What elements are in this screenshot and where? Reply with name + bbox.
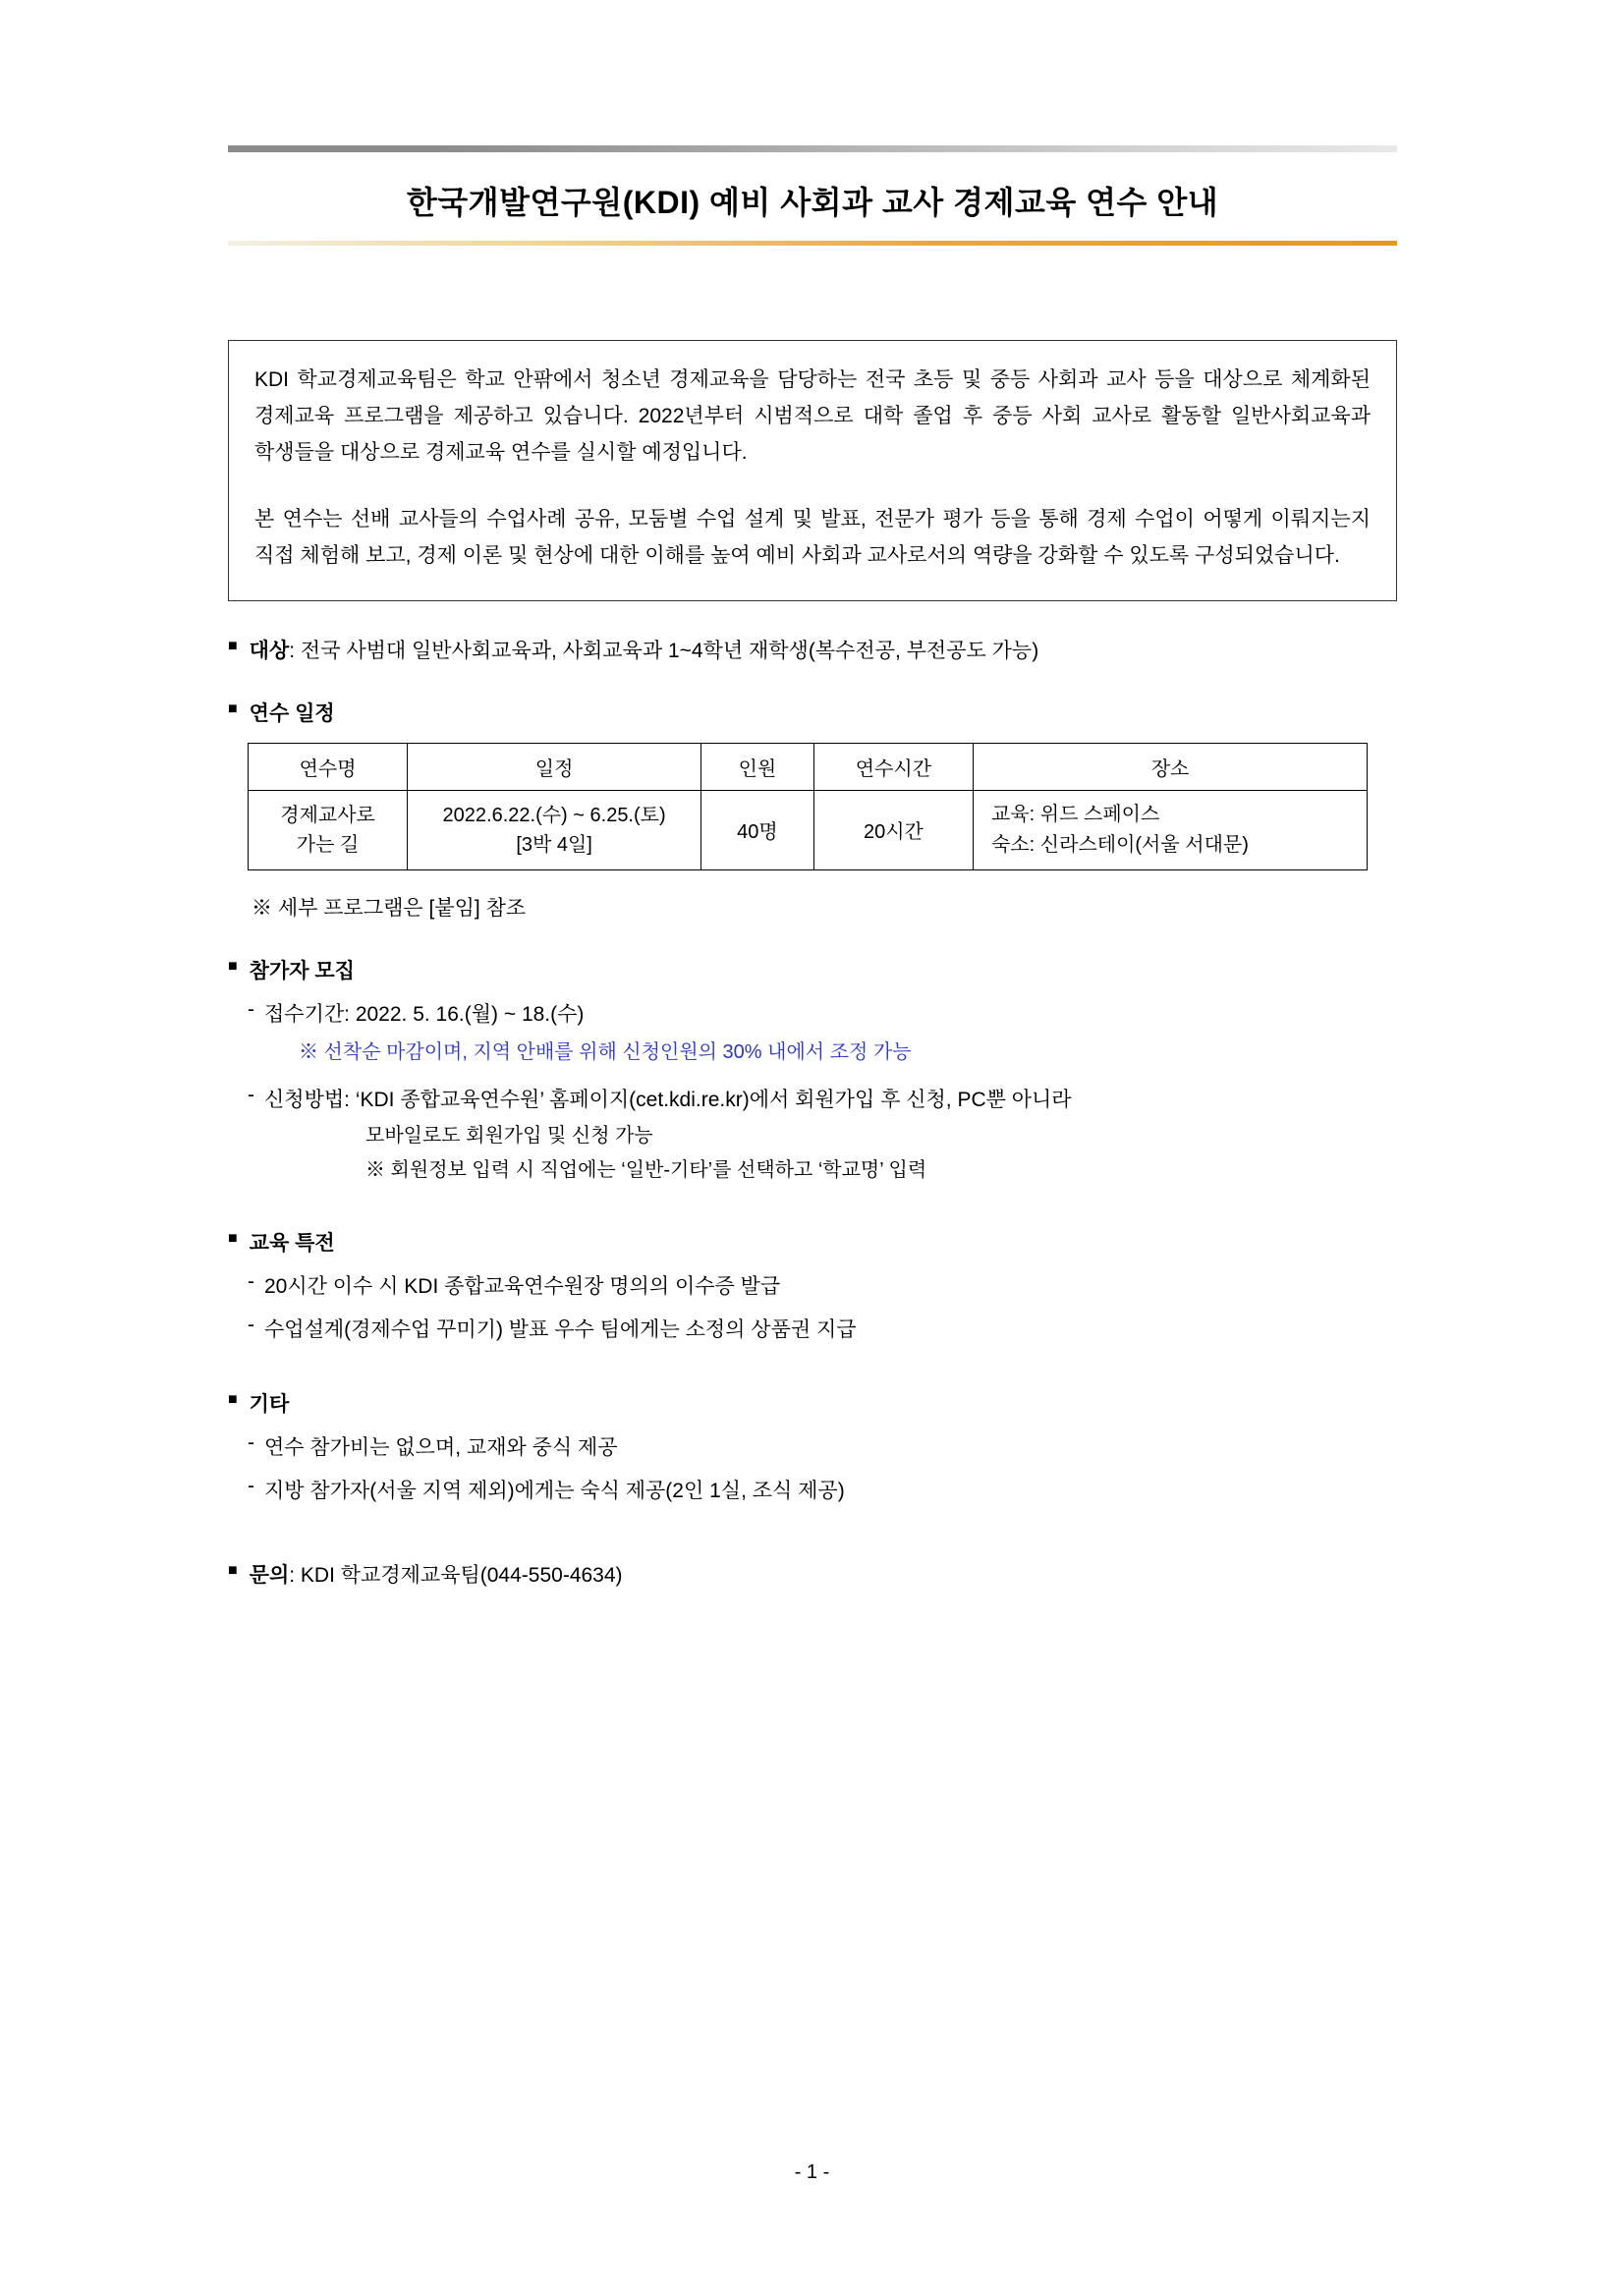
- dash-icon: -: [248, 1474, 254, 1497]
- table-header-row: [249, 743, 1368, 790]
- recruit-period-note: ※ 선착순 마감이며, 지역 안배를 위해 신청인원의 30% 내에서 조정 가능: [299, 1040, 912, 1063]
- schedule-note: ※ 세부 프로그램은 [붙임] 참조: [252, 896, 527, 920]
- course-date-line1: 2022.6.22.(수) ~ 6.25.(토): [442, 804, 666, 826]
- title-block: [228, 145, 1397, 246]
- bullet-square-icon: ■: [228, 1561, 238, 1579]
- benefits-item-1-text: 20시간 이수 시 KDI 종합교육연수원장 명의의 이수증 발급: [264, 1274, 781, 1298]
- col-header-hours: 연수시간: [813, 743, 973, 790]
- recruit-period-text: 접수기간: 2022. 5. 16.(월) ~ 18.(수): [264, 1002, 585, 1026]
- section-contact: [228, 1559, 1397, 1589]
- etc-item-1: [248, 1431, 1397, 1461]
- section-benefits-label: 교육 특전: [249, 1231, 335, 1255]
- intro-paragraph-2: 본 연수는 선배 교사들의 수업사례 공유, 모둠별 수업 설계 및 발표, 전문가 평가 등을 통해 경제 수업이 어떻게 이뤄지는지 직접 체험해 보고, 경제 이론 및 현상에 대한 이해를 높여 예비 사회과 교사로서의 역량을 강화할 수 있도록 구성되었습니다.: [254, 508, 1371, 567]
- section-target-label: 대상: [249, 639, 290, 662]
- bullet-square-icon: ■: [228, 637, 238, 654]
- title-rule-bottom: [228, 241, 1397, 246]
- section-etc: [228, 1388, 1397, 1418]
- section-schedule: [228, 698, 1397, 727]
- page-number: - 1 -: [794, 2161, 830, 2183]
- course-place-line1: 교육: 위드 스페이스: [991, 803, 1160, 825]
- schedule-table: [248, 743, 1368, 870]
- section-etc-label: 기타: [249, 1392, 290, 1416]
- cell-course-name: [249, 790, 408, 869]
- course-name-line2: 가는 길: [296, 833, 360, 856]
- etc-item-1-text: 연수 참가비는 없으며, 교재와 중식 제공: [264, 1435, 618, 1459]
- intro-box: [228, 340, 1397, 601]
- dash-icon: -: [248, 1313, 254, 1336]
- course-place-line2: 숙소: 신라스테이(서울 서대문): [991, 833, 1249, 856]
- dash-icon: -: [248, 1430, 254, 1454]
- schedule-table-wrap: [248, 743, 1368, 870]
- cell-course-people: 40명: [701, 790, 814, 869]
- course-date-line2: [3박 4일]: [516, 833, 592, 856]
- table-row: [249, 790, 1368, 869]
- section-benefits: [228, 1227, 1397, 1257]
- benefits-item-2: [248, 1314, 1397, 1343]
- dash-icon: -: [248, 1269, 254, 1293]
- section-contact-value: : KDI 학교경제교육팀(044-550-4634): [289, 1563, 623, 1587]
- col-header-date: 일정: [408, 743, 701, 790]
- intro-paragraph-1: KDI 학교경제교육팀은 학교 안팎에서 청소년 경제교육을 담당하는 전국 초등 및 중등 사회과 교사 등을 대상으로 체계화된 경제교육 프로그램을 제공하고 있습니다. 2022년부터 시범적으로 대학 졸업 후 중등 사회 교사로 활동할 일반사회교육과 학생들을 대상으로 경제교육 연수를 실시할 예정입니다.: [254, 368, 1371, 464]
- recruit-method-cont2: ※ 회원정보 입력 시 직업에는 ‘일반-기타’를 선택하고 ‘학교명’ 입력: [365, 1158, 927, 1181]
- col-header-place: 장소: [974, 743, 1368, 790]
- bullet-square-icon: ■: [228, 1229, 238, 1247]
- course-name-line1: 경제교사로: [280, 804, 375, 826]
- recruit-method-text: 신청방법: ‘KDI 종합교육연수원’ 홈페이지(cet.kdi.re.kr)에서 회원가입 후 신청, PC뿐 아니라: [264, 1088, 1072, 1111]
- page-title: 한국개발연구원(KDI) 예비 사회과 교사 경제교육 연수 안내: [406, 185, 1219, 220]
- section-target: [228, 635, 1397, 664]
- dash-icon: -: [248, 1083, 254, 1106]
- section-contact-label: 문의: [249, 1563, 290, 1587]
- cell-course-hours: 20시간: [813, 790, 973, 869]
- title-rule-top: [228, 145, 1397, 152]
- etc-item-2-text: 지방 참가자(서울 지역 제외)에게는 숙식 제공(2인 1실, 조식 제공): [264, 1479, 845, 1502]
- bullet-square-icon: ■: [228, 1390, 238, 1408]
- section-recruit: [228, 955, 1397, 984]
- section-target-value: : 전국 사범대 일반사회교육과, 사회교육과 1~4학년 재학생(복수전공, 부전공도 가능): [289, 639, 1039, 662]
- etc-item-2: [248, 1475, 1397, 1504]
- section-schedule-label: 연수 일정: [249, 701, 335, 725]
- dash-icon: -: [248, 997, 254, 1021]
- cell-course-place: [974, 790, 1368, 869]
- benefits-item-1: [248, 1270, 1397, 1300]
- col-header-people: 인원: [701, 743, 814, 790]
- cell-course-date: [408, 790, 701, 869]
- section-recruit-label: 참가자 모집: [249, 959, 355, 982]
- document-content: [228, 0, 1397, 1589]
- benefits-item-2-text: 수업설계(경제수업 꾸미기) 발표 우수 팀에게는 소정의 상품권 지급: [264, 1317, 857, 1341]
- recruit-method-cont1: 모바일로도 회원가입 및 신청 가능: [365, 1124, 653, 1147]
- col-header-name: 연수명: [249, 743, 408, 790]
- bullet-square-icon: ■: [228, 957, 238, 975]
- recruit-item-period: [248, 998, 1397, 1028]
- recruit-item-method: [248, 1084, 1397, 1113]
- bullet-square-icon: ■: [228, 700, 238, 717]
